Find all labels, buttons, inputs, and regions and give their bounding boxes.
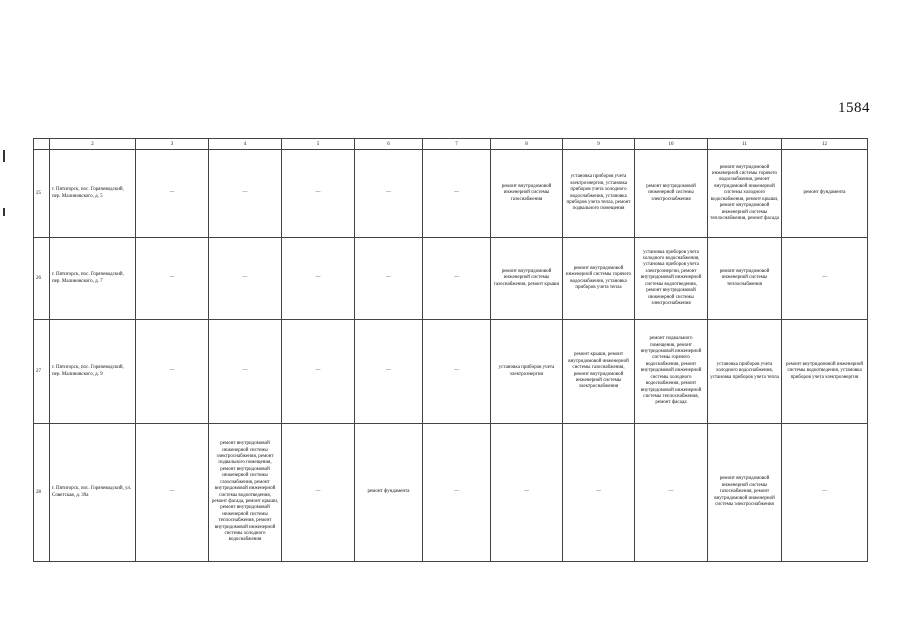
column-number: 4 <box>209 139 282 150</box>
work-cell: ремонт фундамента <box>355 424 423 562</box>
work-cell: ремонт внутридомовой инженерной системы горячего водоснабжения, установка приборов учета тепла <box>563 238 635 320</box>
work-cell: установка приборов учета холодного водоснабжения, установка приборов учета тепла <box>708 320 782 424</box>
register-table <box>33 138 868 562</box>
work-cell: — <box>136 238 209 320</box>
row-number: 26 <box>34 238 50 320</box>
table-row <box>34 150 868 238</box>
work-cell: — <box>209 238 282 320</box>
left-margin-mark <box>3 208 5 216</box>
work-cell: ремонт фундамента <box>782 150 868 238</box>
work-cell: — <box>209 320 282 424</box>
work-cell: — <box>563 424 635 562</box>
column-number: 7 <box>423 139 491 150</box>
address-cell: г. Пятигорск, пос. Горячеводский, пер. Малиновского, д. 5 <box>50 150 136 238</box>
table-row <box>34 320 868 424</box>
work-cell: — <box>282 238 355 320</box>
work-cell: — <box>282 424 355 562</box>
address-cell: г. Пятигорск, пос. Горячеводский, ул. Советская, д. 39а <box>50 424 136 562</box>
work-cell: — <box>355 150 423 238</box>
work-cell: ремонт внутридомовой инженерной системы теплоснабжения <box>708 238 782 320</box>
work-cell: ремонт внутридомовой инженерной системы газоснабжения <box>491 150 563 238</box>
column-number <box>34 139 50 150</box>
work-cell: — <box>423 150 491 238</box>
work-cell: — <box>136 150 209 238</box>
work-cell: ремонт внутридомовой инженерной системы водоотведения, установка приборов учета электроэнергии <box>782 320 868 424</box>
work-cell: ремонт крыши, ремонт внутридомовой инженерной системы газоснабжения, ремонт внутридомовой инженерной системы электроснабжения <box>563 320 635 424</box>
work-cell: — <box>136 320 209 424</box>
work-cell: установка приборов учета электроэнергии <box>491 320 563 424</box>
column-number: 11 <box>708 139 782 150</box>
work-cell: — <box>491 424 563 562</box>
page-number: 1584 <box>838 100 870 116</box>
work-cell: ремонт подвального помещения, ремонт внутридомовой инженерной системы горячего водоснабжения, ремонт внутридомовой инженерной системы холодного водоснабжения, ремонт внутридомовой инженерной системы теплоснабжения, ремонт фасада <box>635 320 708 424</box>
work-cell: ремонт внутридомовой инженерной системы электроснабжения <box>635 150 708 238</box>
column-number: 9 <box>563 139 635 150</box>
work-cell: — <box>282 150 355 238</box>
work-cell: установка приборов учета холодного водоснабжения, установка приборов учета электроэнергии, ремонт внутридомовой инженерной системы водоотведения, ремонт внутридомовой инженерной системы электроснабжения <box>635 238 708 320</box>
work-cell: — <box>782 238 868 320</box>
column-number: 5 <box>282 139 355 150</box>
work-cell: — <box>423 424 491 562</box>
column-number: 12 <box>782 139 868 150</box>
work-cell: — <box>209 150 282 238</box>
column-number: 6 <box>355 139 423 150</box>
work-cell: — <box>782 424 868 562</box>
work-cell: установка приборов учета электроэнергии, установка приборов учета холодного водоснабжения, установка приборов учета тепла, ремонт подвального помещения <box>563 150 635 238</box>
table-row <box>34 424 868 562</box>
column-number: 3 <box>136 139 209 150</box>
work-cell: ремонт внутридомовой инженерной системы газоснабжения, ремонт крыши <box>491 238 563 320</box>
row-number: 28 <box>34 424 50 562</box>
work-cell: — <box>355 320 423 424</box>
column-number: 2 <box>50 139 136 150</box>
work-cell: — <box>136 424 209 562</box>
table-row <box>34 238 868 320</box>
work-cell: — <box>355 238 423 320</box>
row-number: 27 <box>34 320 50 424</box>
address-cell: г. Пятигорск, пос. Горячеводский, пер. Малиновского, д. 7 <box>50 238 136 320</box>
work-cell: — <box>423 238 491 320</box>
left-margin-mark <box>3 150 5 162</box>
work-cell: — <box>282 320 355 424</box>
work-cell: ремонт внутридомовой инженерной системы электроснабжения, ремонт подвального помещения, ремонт внутридомовой инженерной системы газоснабжения, ремонт внутридомовой инженерной системы водоотведения, ремонт фасада, ремонт крыши, ремонт внутридомовой инженерной системы теплоснабжения, ремонт внутридомовой инженерной системы холодного водоснабжения <box>209 424 282 562</box>
column-number: 8 <box>491 139 563 150</box>
work-cell: ремонт внутридомовой инженерной системы газоснабжения, ремонт внутридомовой инженерной системы электроснабжения <box>708 424 782 562</box>
work-cell: — <box>635 424 708 562</box>
work-cell: ремонт внутридомовой инженерной системы горячего водоснабжения, ремонт внутридомовой инженерной системы холодного водоснабжения, ремонт крыши, ремонт внутридомовой инженерной системы теплоснабжения, ремонт фасада <box>708 150 782 238</box>
row-number: 25 <box>34 150 50 238</box>
column-number: 10 <box>635 139 708 150</box>
address-cell: г. Пятигорск, пос. Горячеводский, пер. Малиновского, д. 9 <box>50 320 136 424</box>
work-cell: — <box>423 320 491 424</box>
column-number-row <box>34 139 868 150</box>
